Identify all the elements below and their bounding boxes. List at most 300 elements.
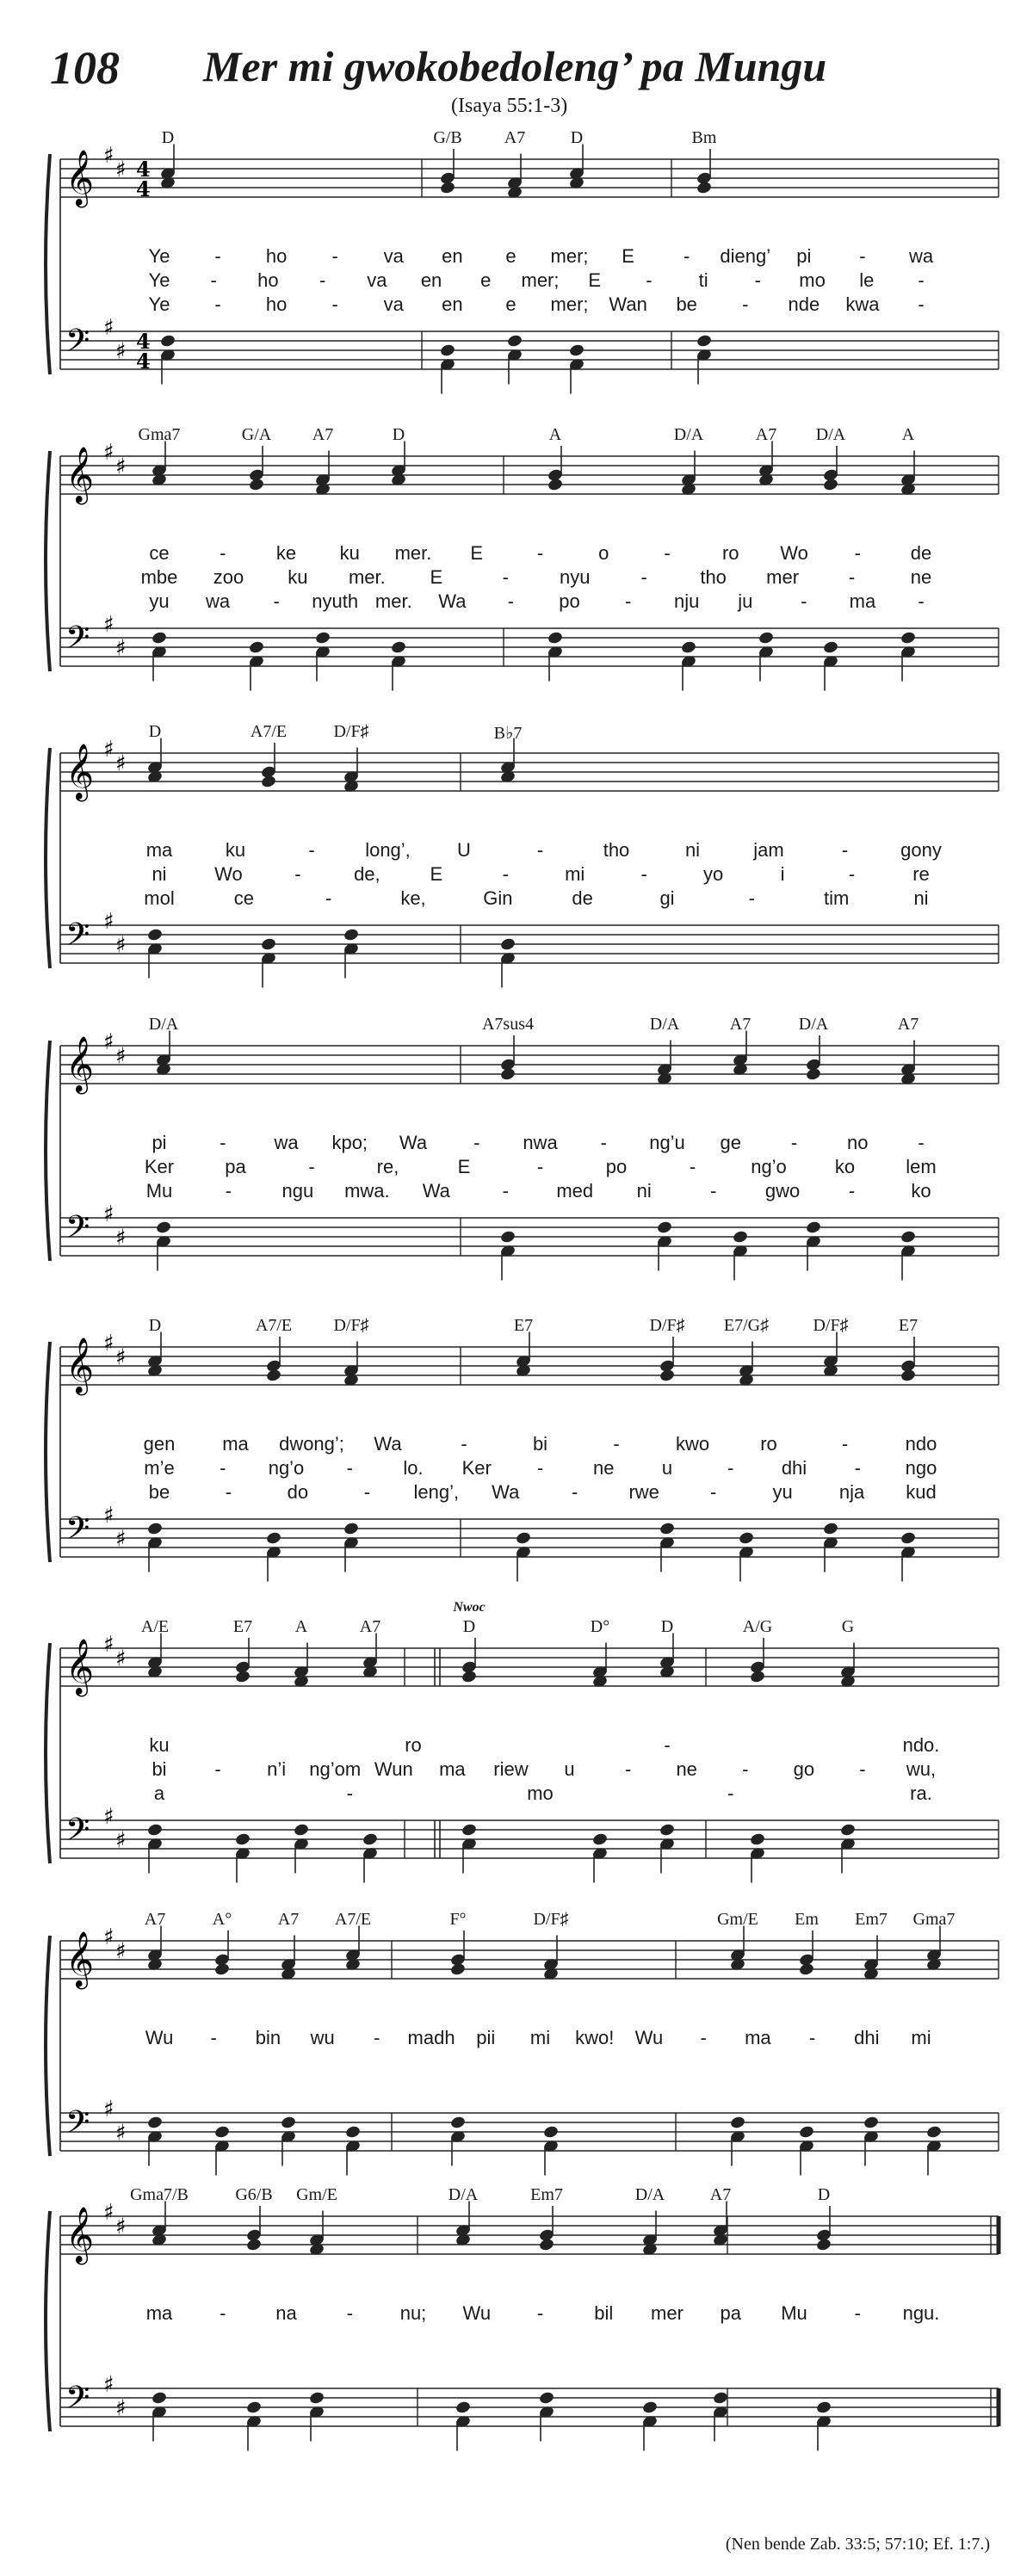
lyric-syllable: va	[383, 293, 404, 315]
note-head	[449, 1962, 466, 1977]
chord-symbol: D/F♯	[649, 1316, 685, 1335]
chord-symbol: A/E	[140, 1617, 170, 1636]
treble-clef-icon: 𝄞	[65, 1337, 95, 1393]
note-head	[390, 640, 406, 655]
lyric-syllable: ku	[288, 566, 308, 588]
lyric-syllable: Wo	[780, 542, 808, 564]
hymn-title: Mer mi gwokobedoleng’ pa Mungu	[203, 42, 827, 90]
lyric-syllable: madh	[407, 2027, 455, 2048]
lyric-syllable: leng’,	[413, 1481, 460, 1503]
lyric-syllable: nwa	[523, 1132, 558, 1153]
note-head	[749, 1832, 765, 1847]
lyric-syllable: bi	[152, 1758, 167, 1780]
lyric-syllable: ho	[265, 293, 288, 315]
note-head	[900, 1531, 916, 1546]
lyric-syllable: Wa	[422, 1180, 450, 1202]
lyric-syllable: ne	[593, 1457, 615, 1479]
note-head	[499, 1230, 516, 1245]
chord-symbol: D	[462, 1617, 476, 1636]
system-bracket	[46, 2211, 50, 2431]
lyric-syllable: -	[748, 887, 755, 909]
lyric-syllable: be	[148, 1481, 170, 1503]
lyric-syllable: -	[854, 1457, 861, 1479]
lyric-syllable: -	[854, 542, 861, 564]
lyric-syllable: ni	[636, 1180, 652, 1202]
lyric-syllable: -	[918, 293, 925, 315]
footer-reference: (Nen bende Zab. 33:5; 57:10; Ef. 1:7.)	[725, 2535, 990, 2554]
lyric-syllable: -	[502, 566, 509, 588]
lyric-syllable: ma	[439, 1758, 466, 1780]
lyric-syllable: E	[588, 269, 602, 291]
lyric-syllable: mbe	[140, 566, 178, 588]
chord-symbol: A7sus4	[481, 1015, 535, 1034]
lyric-syllable: -	[684, 245, 690, 267]
lyric-syllable: mi	[529, 2027, 551, 2048]
note-head	[499, 937, 516, 952]
chord-symbol: A	[548, 425, 562, 444]
lyric-syllable: -	[214, 245, 221, 267]
lyric-syllable: ne	[910, 566, 932, 588]
lyric-syllable: -	[220, 542, 226, 564]
lyric-syllable: -	[727, 1457, 734, 1479]
note-head	[815, 2238, 832, 2252]
note-head	[280, 2116, 296, 2130]
note-head	[245, 2238, 262, 2252]
lyric-syllable: pa	[720, 2302, 741, 2324]
lyric-syllable: mer;	[521, 269, 560, 291]
lyric-syllable: en	[442, 293, 463, 315]
lyric-syllable: -	[742, 1758, 749, 1780]
sharp-icon: ♯	[115, 1646, 127, 1672]
lyric-syllable: kwo!	[575, 2027, 615, 2048]
lyric-syllable: -	[709, 1180, 717, 1202]
chord-symbol: D/A	[448, 2185, 479, 2204]
lyric-syllable: go	[793, 1758, 815, 1780]
chord-symbol: A7/E	[250, 722, 288, 741]
note-head	[758, 631, 774, 646]
note-head	[343, 928, 359, 942]
note-head	[234, 1832, 251, 1847]
lyric-syllable: ce	[233, 887, 254, 909]
bass-clef-icon: 𝄢	[65, 917, 90, 961]
lyric-syllable: E	[470, 542, 484, 564]
lyric-syllable: mwa.	[344, 1180, 390, 1202]
chord-symbol: D/A	[798, 1015, 829, 1034]
lyric-syllable: yo	[703, 863, 724, 885]
treble-clef-icon: 𝄞	[65, 744, 95, 800]
lyric-syllable: mo	[799, 269, 826, 291]
note-head	[260, 775, 276, 789]
note-head	[455, 2400, 471, 2415]
chord-symbol: D	[161, 128, 175, 147]
lyric-syllable: med	[556, 1180, 594, 1202]
lyric-syllable: -	[754, 269, 762, 291]
lyric-syllable: rwe	[628, 1481, 659, 1503]
note-head	[900, 631, 916, 646]
lyric-syllable: Wa	[438, 590, 467, 612]
lyric-syllable: nja	[838, 1481, 865, 1503]
note-head	[146, 2116, 163, 2130]
lyric-syllable: zoo	[213, 566, 244, 588]
sharp-icon: ♯	[103, 1632, 114, 1658]
chord-symbol: D/F♯	[533, 1910, 569, 1929]
sharp-icon: ♯	[115, 932, 127, 959]
lyric-syllable: ko	[911, 1180, 931, 1202]
lyric-syllable: dhi	[781, 1457, 807, 1479]
sharp-icon: ♯	[115, 2395, 127, 2422]
system-bracket	[46, 1041, 50, 1261]
chord-symbol: A7	[144, 1910, 166, 1929]
lyric-syllable: tho	[603, 839, 630, 861]
note-head	[659, 1823, 675, 1838]
lyric-syllable: ti	[698, 269, 708, 291]
music-system	[0, 1316, 1033, 1597]
lyric-syllable: ma	[145, 2302, 173, 2324]
chord-symbol: D/A	[649, 1015, 680, 1034]
chord-symbol: A	[901, 425, 915, 444]
lyric-syllable: nde	[788, 293, 820, 315]
lyric-syllable: gen	[143, 1433, 176, 1455]
lyric-syllable: ho	[257, 269, 279, 291]
lyric-syllable: mer.	[348, 566, 386, 588]
lyric-syllable: U	[457, 839, 471, 861]
lyric-syllable: E	[430, 566, 443, 588]
lyric-syllable: -	[294, 863, 301, 885]
lyric-syllable: -	[225, 1481, 232, 1503]
note-head	[568, 343, 585, 358]
sharp-icon: ♯	[115, 454, 127, 480]
lyric-syllable: ju	[738, 590, 753, 612]
lyric-syllable: ng’o	[268, 1457, 305, 1479]
chord-symbol: D	[660, 1617, 674, 1636]
note-head	[538, 2238, 554, 2252]
system-bracket	[46, 154, 50, 374]
lyric-syllable: e	[505, 293, 516, 315]
lyric-syllable: ni	[152, 863, 167, 885]
note-head	[248, 478, 264, 492]
lyric-syllable: pii	[476, 2027, 496, 2048]
note-head	[798, 2125, 814, 2140]
sharp-icon: ♯	[103, 2200, 114, 2226]
lyric-syllable: Ye	[148, 293, 170, 315]
lyric-syllable: ku	[149, 1734, 170, 1756]
note-head	[362, 1832, 378, 1847]
note-head	[146, 1522, 163, 1536]
lyric-syllable: ni	[913, 887, 929, 909]
lyric-syllable: -	[918, 590, 925, 612]
lyric-syllable: -	[640, 863, 647, 885]
note-head	[815, 2400, 832, 2415]
note-head	[900, 1368, 916, 1383]
music-system	[0, 1015, 1033, 1295]
lyric-syllable: -	[225, 1180, 232, 1202]
time-signature-top: 4	[136, 157, 151, 182]
sharp-icon: ♯	[115, 1938, 127, 1965]
lyric-syllable: mol	[144, 887, 175, 909]
lyric-syllable: pa	[225, 1156, 246, 1177]
chord-symbol: E7	[232, 1617, 253, 1636]
lyric-syllable: ma	[145, 839, 173, 861]
lyric-syllable: -	[613, 1433, 620, 1455]
chord-symbol: Gma7	[912, 1910, 956, 1929]
lyric-syllable: wa	[908, 245, 934, 267]
lyric-syllable: -	[308, 1156, 315, 1177]
lyric-syllable: ke,	[400, 887, 426, 909]
lyric-syllable: E	[430, 863, 443, 885]
bass-clef-icon: 𝄢	[65, 323, 90, 367]
lyric-syllable: dwong’;	[279, 1433, 344, 1455]
lyric-syllable: nyu	[559, 566, 591, 588]
lyric-syllable: Mu	[145, 1180, 173, 1202]
lyric-syllable: do	[287, 1481, 309, 1503]
lyric-syllable: -	[502, 1180, 509, 1202]
sharp-icon: ♯	[115, 751, 127, 777]
chord-symbol: D	[817, 2185, 831, 2204]
sharp-icon: ♯	[103, 737, 114, 763]
lyric-syllable: mer.	[374, 590, 412, 612]
lyric-syllable: de,	[354, 863, 380, 885]
bass-clef-icon: 𝄢	[65, 1209, 90, 1253]
note-head	[863, 2116, 879, 2130]
lyric-syllable: e	[480, 269, 492, 291]
chord-symbol: D/A	[148, 1015, 179, 1034]
lyric-syllable: E	[622, 245, 634, 267]
chord-symbol: A7	[729, 1015, 752, 1034]
lyric-syllable: Ye	[148, 245, 170, 267]
chord-symbol: B♭7	[493, 724, 523, 743]
lyric-syllable: gony	[900, 839, 942, 861]
note-head	[738, 1531, 754, 1546]
note-head	[696, 181, 712, 195]
chord-symbol: A7	[312, 425, 334, 444]
lyric-syllable: i	[780, 863, 785, 885]
lyric-syllable: -	[374, 2027, 380, 2048]
lyric-syllable: -	[801, 590, 807, 612]
note-head	[248, 640, 264, 655]
bass-clef-icon: 𝄢	[65, 1812, 90, 1856]
tempo-marking: Nwoc	[453, 1600, 486, 1615]
lyric-syllable: dieng’	[720, 245, 771, 267]
music-system	[0, 128, 1033, 409]
chord-symbol: D	[148, 1316, 162, 1335]
lyric-syllable: be	[676, 293, 697, 315]
lyric-syllable: -	[220, 1457, 226, 1479]
lyric-syllable: riew	[493, 1758, 529, 1780]
lyric-syllable: mer.	[394, 542, 432, 564]
lyric-syllable: -	[700, 2027, 707, 2048]
lyric-syllable: no	[847, 1132, 869, 1153]
note-head	[822, 1522, 838, 1536]
chord-symbol: F°	[449, 1910, 467, 1929]
lyric-syllable: -	[859, 1758, 866, 1780]
lyric-syllable: -	[572, 1481, 578, 1503]
note-head	[547, 631, 563, 646]
sharp-icon: ♯	[115, 635, 127, 662]
lyric-syllable: Ker	[144, 1156, 175, 1177]
note-head	[656, 1220, 672, 1235]
lyric-syllable: -	[848, 1180, 856, 1202]
lyric-syllable: Ye	[148, 269, 170, 291]
lyric-syllable: -	[214, 293, 221, 315]
lyric-syllable: -	[461, 1433, 467, 1455]
lyric-syllable: Wa	[399, 1132, 428, 1153]
sharp-icon: ♯	[115, 1043, 127, 1070]
lyric-syllable: ro	[721, 542, 739, 564]
lyric-syllable: dhi	[854, 2027, 880, 2048]
chord-symbol: D	[570, 128, 584, 147]
sharp-icon: ♯	[103, 1804, 114, 1830]
lyric-syllable: Wa	[492, 1481, 520, 1503]
music-system	[0, 425, 1033, 706]
chord-symbol: E7/G♯	[723, 1316, 770, 1335]
chord-symbol: A/G	[742, 1617, 773, 1636]
lyric-syllable: Mu	[781, 2302, 807, 2324]
chord-symbol: A7/E	[255, 1316, 293, 1335]
note-head	[213, 2125, 230, 2140]
music-system	[0, 722, 1033, 1003]
scripture-reference: (Isaya 55:1-3)	[451, 95, 568, 117]
lyric-syllable: e	[505, 245, 516, 267]
lyric-syllable: po	[605, 1156, 628, 1177]
lyric-syllable: -	[536, 1156, 544, 1177]
lyric-syllable: gwo	[764, 1180, 801, 1202]
note-head	[314, 631, 331, 646]
chord-symbol: D	[148, 722, 162, 741]
lyric-syllable: E	[457, 1156, 471, 1177]
lyric-syllable: -	[507, 590, 515, 612]
lyric-syllable: -	[346, 1457, 353, 1479]
bass-clef-icon: 𝄢	[65, 2104, 90, 2148]
treble-clef-icon: 𝄞	[65, 2207, 95, 2263]
lyric-syllable: -	[210, 269, 217, 291]
lyric-syllable: ngu.	[902, 2302, 940, 2324]
lyric-syllable: -	[854, 2302, 861, 2324]
note-head	[659, 1522, 675, 1536]
lyric-syllable: o	[598, 542, 609, 564]
note-head	[547, 478, 563, 492]
note-head	[839, 1823, 856, 1838]
lyric-syllable: -	[646, 269, 653, 291]
sharp-icon: ♯	[103, 440, 114, 466]
lyric-syllable: long’,	[365, 839, 411, 861]
chord-symbol: D/A	[634, 2185, 665, 2204]
chord-symbol: A	[294, 1617, 308, 1636]
note-head	[925, 2125, 942, 2140]
lyric-syllable: mi	[565, 863, 585, 885]
staff-graphic	[0, 1915, 1033, 2190]
sharp-icon: ♯	[115, 1526, 127, 1553]
lyric-syllable: -	[536, 542, 544, 564]
lyric-syllable: -	[273, 590, 280, 612]
lyric-syllable: -	[536, 839, 544, 861]
note-head	[155, 1220, 171, 1235]
lyric-syllable: tim	[823, 887, 850, 909]
sharp-icon: ♯	[103, 1029, 114, 1055]
note-head	[732, 1230, 748, 1245]
chord-symbol: A7	[277, 1910, 300, 1929]
lyric-syllable: mo	[527, 1782, 554, 1804]
lyric-syllable: de	[572, 887, 593, 909]
note-head	[712, 2391, 728, 2406]
chord-symbol: D/A	[673, 425, 704, 444]
chord-symbol: A°	[212, 1910, 232, 1929]
note-head	[591, 1832, 608, 1847]
lyric-syllable: na	[275, 2302, 297, 2324]
note-head	[439, 343, 455, 358]
treble-clef-icon: 𝄞	[65, 447, 95, 503]
lyric-syllable: kud	[906, 1481, 937, 1503]
note-head	[146, 928, 163, 942]
lyric-syllable: -	[346, 2302, 353, 2324]
chord-symbol: Gma7/B	[130, 2185, 189, 2204]
lyric-syllable: le	[859, 269, 875, 291]
lyric-syllable: va	[367, 269, 387, 291]
chord-symbol: D°	[590, 1617, 610, 1636]
sharp-icon: ♯	[103, 2097, 114, 2122]
sharp-icon: ♯	[103, 1503, 114, 1529]
lyric-syllable: -	[319, 269, 326, 291]
lyric-syllable: mer;	[550, 245, 589, 267]
lyric-syllable: -	[346, 1782, 353, 1804]
note-head	[439, 181, 455, 195]
note-head	[659, 1368, 675, 1383]
lyric-syllable: ma	[222, 1433, 249, 1455]
chord-symbol: Em7	[530, 2185, 563, 2204]
note-head	[542, 2125, 559, 2140]
lyric-syllable: en	[442, 245, 463, 267]
chord-symbol: D/F♯	[333, 1316, 369, 1335]
lyric-syllable: -	[536, 1457, 544, 1479]
lyric-syllable: u	[661, 1457, 673, 1479]
chord-symbol: A7	[755, 425, 777, 444]
lyric-syllable: -	[664, 542, 671, 564]
lyric-syllable: -	[664, 1734, 671, 1756]
lyric-syllable: -	[220, 2302, 226, 2324]
lyric-syllable: -	[808, 2027, 816, 2048]
note-head	[449, 2116, 466, 2130]
chord-symbol: Em7	[855, 1910, 888, 1929]
chord-symbol: D/F♯	[333, 722, 369, 741]
music-system	[0, 1600, 1033, 1898]
lyric-syllable: yu	[772, 1481, 793, 1503]
note-head	[151, 2391, 167, 2406]
lyric-syllable: bil	[594, 2302, 614, 2324]
chord-symbol: G	[841, 1617, 855, 1636]
lyric-syllable: -	[331, 245, 338, 267]
lyric-syllable: -	[210, 2027, 217, 2048]
system-bracket	[46, 1342, 50, 1562]
lyric-syllable: ho	[265, 245, 288, 267]
chord-symbol: A7	[709, 2185, 732, 2204]
note-head	[805, 1067, 821, 1082]
lyric-syllable: -	[600, 1132, 607, 1153]
time-signature-bottom: 4	[136, 349, 151, 374]
lyric-syllable: -	[859, 245, 866, 267]
time-signature-top: 4	[136, 329, 151, 354]
chord-symbol: G/A	[241, 425, 272, 444]
lyric-syllable: Wun	[374, 1758, 413, 1780]
chord-symbol: D/A	[815, 425, 846, 444]
lyric-syllable: ko	[834, 1156, 856, 1177]
note-head	[499, 1067, 516, 1082]
sharp-icon: ♯	[103, 1202, 114, 1227]
sharp-icon: ♯	[103, 315, 114, 341]
system-bracket	[46, 1936, 50, 2156]
lyric-syllable: -	[841, 839, 849, 861]
lyric-syllable: u	[564, 1758, 575, 1780]
lyric-syllable: ne	[676, 1758, 697, 1780]
note-head	[293, 1823, 309, 1838]
